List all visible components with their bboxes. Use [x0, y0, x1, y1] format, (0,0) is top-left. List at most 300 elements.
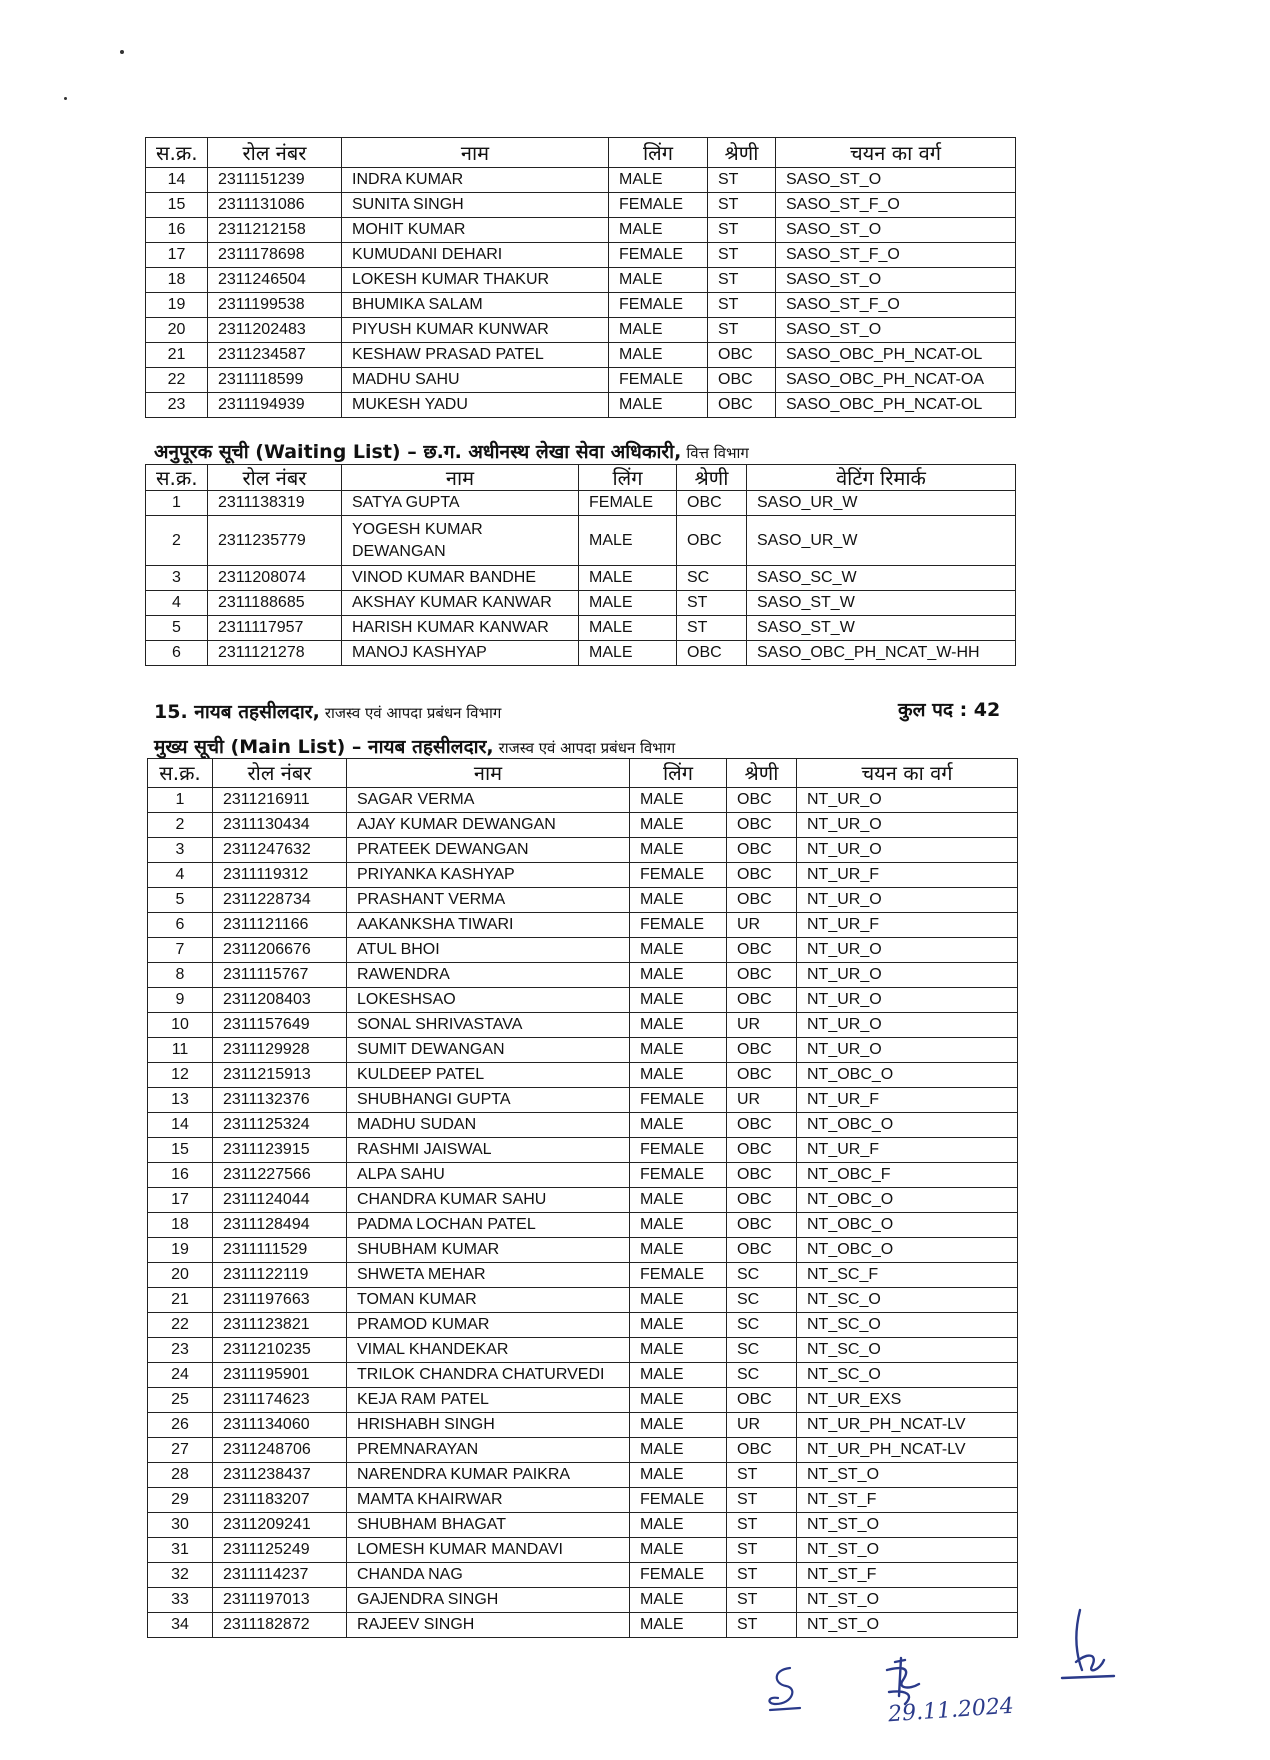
selection-class-cell: NT_ST_F — [797, 1488, 1018, 1513]
serial-number-cell: 1 — [146, 491, 208, 516]
gender-cell: MALE — [630, 1388, 727, 1413]
table-row — [148, 1063, 1018, 1088]
category-cell: SC — [727, 1313, 797, 1338]
table-row — [148, 888, 1018, 913]
table-row — [146, 491, 1016, 516]
gender-cell: MALE — [630, 1588, 727, 1613]
candidate-name-cell: AJAY KUMAR DEWANGAN — [347, 813, 630, 838]
selection-class-cell: SASO_ST_F_O — [776, 293, 1016, 318]
roll-number-cell: 2311119312 — [213, 863, 347, 888]
gender-cell: FEMALE — [630, 1563, 727, 1588]
candidate-name-cell: TRILOK CHANDRA CHATURVEDI — [347, 1363, 630, 1388]
roll-number-cell: 2311124044 — [213, 1188, 347, 1213]
gender-cell: FEMALE — [609, 293, 708, 318]
candidate-name-cell: PRATEEK DEWANGAN — [347, 838, 630, 863]
table-row — [146, 293, 1016, 318]
roll-number-cell: 2311208074 — [208, 566, 342, 591]
gender-cell: MALE — [609, 393, 708, 418]
roll-number-cell: 2311122119 — [213, 1263, 347, 1288]
table-row — [146, 641, 1016, 666]
selection-class-cell: NT_OBC_O — [797, 1213, 1018, 1238]
serial-number-cell: 2 — [148, 813, 213, 838]
gender-cell: MALE — [630, 1413, 727, 1438]
category-cell: ST — [727, 1538, 797, 1563]
category-cell: ST — [727, 1488, 797, 1513]
category-cell: OBC — [727, 838, 797, 863]
category-cell: ST — [708, 268, 776, 293]
selection-class-cell: SASO_OBC_PH_NCAT-OL — [776, 343, 1016, 368]
waiting-list-heading-department: वित्त विभाग — [686, 444, 749, 462]
candidate-name-cell: AKSHAY KUMAR KANWAR — [342, 591, 579, 616]
table-row — [148, 1013, 1018, 1038]
candidate-name-cell: VIMAL KHANDEKAR — [347, 1338, 630, 1363]
selection-class-cell: NT_SC_O — [797, 1338, 1018, 1363]
candidate-name-cell: NARENDRA KUMAR PAIKRA — [347, 1463, 630, 1488]
roll-number-cell: 2311216911 — [213, 788, 347, 813]
table-row — [148, 838, 1018, 863]
candidate-name-cell: YOGESH KUMAR DEWANGAN — [342, 516, 579, 566]
selection-class-cell: NT_UR_PH_NCAT-LV — [797, 1438, 1018, 1463]
serial-number-cell: 21 — [146, 343, 208, 368]
roll-number-cell: 2311194939 — [208, 393, 342, 418]
roll-number-cell: 2311138319 — [208, 491, 342, 516]
selection-class-cell: NT_SC_O — [797, 1313, 1018, 1338]
main-list-table-naib-tehsildar — [147, 758, 1018, 1638]
serial-number-cell: 6 — [148, 913, 213, 938]
column-header: श्रेणी — [677, 465, 747, 491]
category-cell: SC — [677, 566, 747, 591]
selection-class-cell: NT_UR_O — [797, 838, 1018, 863]
roll-number-cell: 2311199538 — [208, 293, 342, 318]
signature-1 — [752, 1660, 812, 1720]
column-header: स.क्र. — [146, 138, 208, 168]
table-row — [148, 1263, 1018, 1288]
roll-number-cell: 2311117957 — [208, 616, 342, 641]
serial-number-cell: 30 — [148, 1513, 213, 1538]
serial-number-cell: 12 — [148, 1063, 213, 1088]
gender-cell: MALE — [630, 788, 727, 813]
table-row — [148, 863, 1018, 888]
category-cell: ST — [677, 591, 747, 616]
category-cell: ST — [727, 1613, 797, 1638]
gender-cell: MALE — [609, 343, 708, 368]
serial-number-cell: 20 — [146, 318, 208, 343]
table-row — [148, 1238, 1018, 1263]
roll-number-cell: 2311134060 — [213, 1413, 347, 1438]
candidate-name-cell: VINOD KUMAR BANDHE — [342, 566, 579, 591]
selection-class-cell: SASO_OBC_PH_NCAT-OA — [776, 368, 1016, 393]
column-header: लिंग — [630, 759, 727, 788]
roll-number-cell: 2311228734 — [213, 888, 347, 913]
serial-number-cell: 24 — [148, 1363, 213, 1388]
gender-cell: MALE — [630, 1213, 727, 1238]
serial-number-cell: 14 — [146, 168, 208, 193]
scan-speck — [120, 50, 124, 54]
table-row — [148, 1213, 1018, 1238]
table-row — [148, 1613, 1018, 1638]
table-row — [146, 218, 1016, 243]
table-row — [148, 813, 1018, 838]
selection-class-cell: SASO_ST_O — [776, 168, 1016, 193]
category-cell: OBC — [727, 1438, 797, 1463]
table-row — [146, 566, 1016, 591]
category-cell: OBC — [727, 963, 797, 988]
serial-number-cell: 23 — [146, 393, 208, 418]
table-row — [148, 1438, 1018, 1463]
selection-class-cell: SASO_SC_W — [747, 566, 1016, 591]
selection-class-cell: NT_ST_O — [797, 1513, 1018, 1538]
serial-number-cell: 25 — [148, 1388, 213, 1413]
selection-class-cell: NT_SC_O — [797, 1363, 1018, 1388]
category-cell: OBC — [727, 1388, 797, 1413]
gender-cell: MALE — [630, 1113, 727, 1138]
serial-number-cell: 20 — [148, 1263, 213, 1288]
gender-cell: MALE — [630, 1513, 727, 1538]
selection-class-cell: SASO_ST_O — [776, 268, 1016, 293]
candidate-name-cell: PRASHANT VERMA — [347, 888, 630, 913]
candidate-name-cell: HARISH KUMAR KANWAR — [342, 616, 579, 641]
gender-cell: MALE — [609, 168, 708, 193]
table-row — [146, 168, 1016, 193]
serial-number-cell: 31 — [148, 1538, 213, 1563]
selection-class-cell: NT_UR_F — [797, 863, 1018, 888]
selection-class-cell: NT_OBC_F — [797, 1163, 1018, 1188]
candidate-name-cell: CHANDA NAG — [347, 1563, 630, 1588]
serial-number-cell: 28 — [148, 1463, 213, 1488]
selection-class-cell: NT_UR_PH_NCAT-LV — [797, 1413, 1018, 1438]
serial-number-cell: 34 — [148, 1613, 213, 1638]
waiting-list-table — [145, 464, 1016, 666]
table-row — [148, 1463, 1018, 1488]
roll-number-cell: 2311114237 — [213, 1563, 347, 1588]
category-cell: OBC — [708, 393, 776, 418]
serial-number-cell: 22 — [148, 1313, 213, 1338]
selection-class-cell: NT_ST_O — [797, 1538, 1018, 1563]
category-cell: OBC — [727, 788, 797, 813]
candidate-name-cell: RAJEEV SINGH — [347, 1613, 630, 1638]
candidate-name-cell: SONAL SHRIVASTAVA — [347, 1013, 630, 1038]
serial-number-cell: 11 — [148, 1038, 213, 1063]
gender-cell: FEMALE — [630, 1488, 727, 1513]
roll-number-cell: 2311174623 — [213, 1388, 347, 1413]
category-cell: OBC — [727, 1113, 797, 1138]
table-row — [148, 1363, 1018, 1388]
roll-number-cell: 2311123821 — [213, 1313, 347, 1338]
category-cell: ST — [708, 318, 776, 343]
table-row — [146, 193, 1016, 218]
roll-number-cell: 2311246504 — [208, 268, 342, 293]
category-cell: SC — [727, 1288, 797, 1313]
category-cell: UR — [727, 913, 797, 938]
serial-number-cell: 17 — [148, 1188, 213, 1213]
serial-number-cell: 32 — [148, 1563, 213, 1588]
table-row — [148, 963, 1018, 988]
gender-cell: MALE — [630, 1288, 727, 1313]
selection-class-cell: SASO_ST_F_O — [776, 243, 1016, 268]
candidate-name-cell: SHUBHAM KUMAR — [347, 1238, 630, 1263]
column-header: स.क्र. — [148, 759, 213, 788]
gender-cell: MALE — [630, 1363, 727, 1388]
category-cell: OBC — [727, 1163, 797, 1188]
roll-number-cell: 2311195901 — [213, 1363, 347, 1388]
gender-cell: MALE — [579, 566, 677, 591]
table-header-row — [146, 465, 1016, 491]
candidate-name-cell: PRIYANKA KASHYAP — [347, 863, 630, 888]
gender-cell: MALE — [630, 1188, 727, 1213]
gender-cell: FEMALE — [630, 913, 727, 938]
gender-cell: MALE — [630, 1013, 727, 1038]
gender-cell: MALE — [630, 1063, 727, 1088]
category-cell: OBC — [727, 1188, 797, 1213]
gender-cell: MALE — [579, 616, 677, 641]
gender-cell: FEMALE — [630, 1088, 727, 1113]
selection-class-cell: SASO_ST_W — [747, 616, 1016, 641]
gender-cell: MALE — [630, 1463, 727, 1488]
roll-number-cell: 2311125249 — [213, 1538, 347, 1563]
candidate-name-cell: INDRA KUMAR — [342, 168, 609, 193]
selection-class-cell: NT_UR_O — [797, 938, 1018, 963]
selection-class-cell: NT_ST_O — [797, 1613, 1018, 1638]
category-cell: OBC — [727, 888, 797, 913]
gender-cell: MALE — [630, 1038, 727, 1063]
table-row — [148, 1138, 1018, 1163]
serial-number-cell: 4 — [148, 863, 213, 888]
roll-number-cell: 2311238437 — [213, 1463, 347, 1488]
roll-number-cell: 2311210235 — [213, 1338, 347, 1363]
gender-cell: MALE — [630, 813, 727, 838]
roll-number-cell: 2311115767 — [213, 963, 347, 988]
candidate-name-cell: LOKESH KUMAR THAKUR — [342, 268, 609, 293]
candidate-name-cell: MADHU SUDAN — [347, 1113, 630, 1138]
roll-number-cell: 2311234587 — [208, 343, 342, 368]
section-15-title: 15. नायब तहसीलदार, — [154, 701, 320, 723]
main-list-heading-department: राजस्व एवं आपदा प्रबंधन विभाग — [498, 739, 676, 757]
selection-class-cell: NT_UR_O — [797, 988, 1018, 1013]
category-cell: ST — [708, 243, 776, 268]
serial-number-cell: 19 — [146, 293, 208, 318]
column-header: लिंग — [579, 465, 677, 491]
gender-cell: MALE — [579, 516, 677, 566]
roll-number-cell: 2311121278 — [208, 641, 342, 666]
roll-number-cell: 2311121166 — [213, 913, 347, 938]
roll-number-cell: 2311202483 — [208, 318, 342, 343]
category-cell: ST — [708, 293, 776, 318]
gender-cell: MALE — [630, 938, 727, 963]
candidate-name-cell: ATUL BHOI — [347, 938, 630, 963]
candidate-name-cell: MANOJ KASHYAP — [342, 641, 579, 666]
serial-number-cell: 16 — [146, 218, 208, 243]
category-cell: SC — [727, 1338, 797, 1363]
selection-class-cell: SASO_UR_W — [747, 516, 1016, 566]
selection-class-cell: NT_UR_F — [797, 1138, 1018, 1163]
roll-number-cell: 2311208403 — [213, 988, 347, 1013]
selection-table-saso — [145, 137, 1016, 418]
selection-class-cell: NT_UR_EXS — [797, 1388, 1018, 1413]
category-cell: OBC — [727, 1038, 797, 1063]
category-cell: ST — [708, 218, 776, 243]
section-15-department: राजस्व एवं आपदा प्रबंधन विभाग — [324, 704, 502, 722]
column-header: चयन का वर्ग — [797, 759, 1018, 788]
candidate-name-cell: KULDEEP PATEL — [347, 1063, 630, 1088]
table-row — [146, 368, 1016, 393]
candidate-name-cell: PADMA LOCHAN PATEL — [347, 1213, 630, 1238]
roll-number-cell: 2311183207 — [213, 1488, 347, 1513]
roll-number-cell: 2311235779 — [208, 516, 342, 566]
selection-class-cell: NT_ST_F — [797, 1563, 1018, 1588]
serial-number-cell: 33 — [148, 1588, 213, 1613]
gender-cell: MALE — [630, 888, 727, 913]
signature-date: 29.11.2024 — [887, 1693, 1015, 1728]
candidate-name-cell: SHWETA MEHAR — [347, 1263, 630, 1288]
candidate-name-cell: RAWENDRA — [347, 963, 630, 988]
table-row — [148, 788, 1018, 813]
gender-cell: FEMALE — [630, 863, 727, 888]
roll-number-cell: 2311132376 — [213, 1088, 347, 1113]
candidate-name-cell: MADHU SAHU — [342, 368, 609, 393]
gender-cell: MALE — [630, 1238, 727, 1263]
section-15-heading — [154, 698, 501, 724]
column-header: श्रेणी — [727, 759, 797, 788]
candidate-name-cell: PIYUSH KUMAR KUNWAR — [342, 318, 609, 343]
selection-class-cell: NT_SC_O — [797, 1288, 1018, 1313]
candidate-name-cell: SAGAR VERMA — [347, 788, 630, 813]
category-cell: OBC — [677, 516, 747, 566]
serial-number-cell: 8 — [148, 963, 213, 988]
gender-cell: MALE — [630, 1613, 727, 1638]
category-cell: SC — [727, 1263, 797, 1288]
selection-class-cell: SASO_OBC_PH_NCAT_W-HH — [747, 641, 1016, 666]
gender-cell: FEMALE — [609, 243, 708, 268]
serial-number-cell: 3 — [148, 838, 213, 863]
selection-class-cell: SASO_ST_O — [776, 218, 1016, 243]
category-cell: OBC — [677, 491, 747, 516]
category-cell: OBC — [727, 863, 797, 888]
main-list-heading — [154, 733, 675, 759]
gender-cell: MALE — [579, 591, 677, 616]
category-cell: OBC — [727, 813, 797, 838]
category-cell: OBC — [677, 641, 747, 666]
gender-cell: FEMALE — [579, 491, 677, 516]
roll-number-cell: 2311125324 — [213, 1113, 347, 1138]
selection-class-cell: SASO_OBC_PH_NCAT-OL — [776, 393, 1016, 418]
serial-number-cell: 27 — [148, 1438, 213, 1463]
table-row — [148, 1388, 1018, 1413]
serial-number-cell: 23 — [148, 1338, 213, 1363]
main-list-heading-title: मुख्य सूची (Main List) – नायब तहसीलदार, — [154, 736, 494, 758]
serial-number-cell: 1 — [148, 788, 213, 813]
column-header: रोल नंबर — [208, 138, 342, 168]
roll-number-cell: 2311129928 — [213, 1038, 347, 1063]
candidate-name-cell: SUMIT DEWANGAN — [347, 1038, 630, 1063]
category-cell: OBC — [727, 1138, 797, 1163]
category-cell: OBC — [727, 988, 797, 1013]
candidate-name-cell: KUMUDANI DEHARI — [342, 243, 609, 268]
column-header: नाम — [347, 759, 630, 788]
gender-cell: MALE — [630, 1438, 727, 1463]
scan-speck — [64, 97, 67, 100]
table-row — [148, 1563, 1018, 1588]
gender-cell: FEMALE — [609, 368, 708, 393]
roll-number-cell: 2311188685 — [208, 591, 342, 616]
serial-number-cell: 14 — [148, 1113, 213, 1138]
table-row — [148, 1163, 1018, 1188]
table-row — [148, 1038, 1018, 1063]
serial-number-cell: 6 — [146, 641, 208, 666]
candidate-name-cell: PRAMOD KUMAR — [347, 1313, 630, 1338]
serial-number-cell: 17 — [146, 243, 208, 268]
column-header: चयन का वर्ग — [776, 138, 1016, 168]
candidate-name-cell: AAKANKSHA TIWARI — [347, 913, 630, 938]
selection-class-cell: SASO_ST_F_O — [776, 193, 1016, 218]
candidate-name-cell: SHUBHAM BHAGAT — [347, 1513, 630, 1538]
category-cell: OBC — [727, 1063, 797, 1088]
serial-number-cell: 18 — [148, 1213, 213, 1238]
category-cell: OBC — [727, 938, 797, 963]
roll-number-cell: 2311248706 — [213, 1438, 347, 1463]
selection-class-cell: NT_UR_F — [797, 913, 1018, 938]
table-row — [146, 343, 1016, 368]
candidate-name-cell: TOMAN KUMAR — [347, 1288, 630, 1313]
roll-number-cell: 2311212158 — [208, 218, 342, 243]
signature-3 — [1058, 1604, 1118, 1684]
candidate-name-cell: LOMESH KUMAR MANDAVI — [347, 1538, 630, 1563]
gender-cell: FEMALE — [630, 1263, 727, 1288]
category-cell: UR — [727, 1413, 797, 1438]
category-cell: ST — [708, 168, 776, 193]
table-header-row — [146, 138, 1016, 168]
gender-cell: FEMALE — [630, 1138, 727, 1163]
category-cell: SC — [727, 1363, 797, 1388]
column-header: स.क्र. — [146, 465, 208, 491]
serial-number-cell: 26 — [148, 1413, 213, 1438]
roll-number-cell: 2311197013 — [213, 1588, 347, 1613]
roll-number-cell: 2311209241 — [213, 1513, 347, 1538]
roll-number-cell: 2311130434 — [213, 813, 347, 838]
candidate-name-cell: SATYA GUPTA — [342, 491, 579, 516]
category-cell: ST — [727, 1513, 797, 1538]
candidate-name-cell: KESHAW PRASAD PATEL — [342, 343, 609, 368]
selection-class-cell: NT_OBC_O — [797, 1188, 1018, 1213]
candidate-name-cell: CHANDRA KUMAR SAHU — [347, 1188, 630, 1213]
column-header: लिंग — [609, 138, 708, 168]
category-cell: OBC — [727, 1213, 797, 1238]
category-cell: ST — [708, 193, 776, 218]
column-header: श्रेणी — [708, 138, 776, 168]
serial-number-cell: 19 — [148, 1238, 213, 1263]
category-cell: ST — [727, 1563, 797, 1588]
category-cell: UR — [727, 1013, 797, 1038]
roll-number-cell: 2311131086 — [208, 193, 342, 218]
table-row — [148, 1088, 1018, 1113]
category-cell: OBC — [727, 1238, 797, 1263]
selection-class-cell: NT_UR_O — [797, 1013, 1018, 1038]
roll-number-cell: 2311118599 — [208, 368, 342, 393]
serial-number-cell: 22 — [146, 368, 208, 393]
serial-number-cell: 15 — [148, 1138, 213, 1163]
column-header: नाम — [342, 138, 609, 168]
gender-cell: MALE — [579, 641, 677, 666]
table-row — [146, 393, 1016, 418]
selection-class-cell: NT_UR_O — [797, 1038, 1018, 1063]
gender-cell: FEMALE — [630, 1163, 727, 1188]
table-row — [148, 1588, 1018, 1613]
table-row — [148, 938, 1018, 963]
gender-cell: MALE — [609, 218, 708, 243]
table-row — [148, 988, 1018, 1013]
candidate-name-cell: GAJENDRA SINGH — [347, 1588, 630, 1613]
gender-cell: MALE — [630, 838, 727, 863]
category-cell: ST — [677, 616, 747, 641]
